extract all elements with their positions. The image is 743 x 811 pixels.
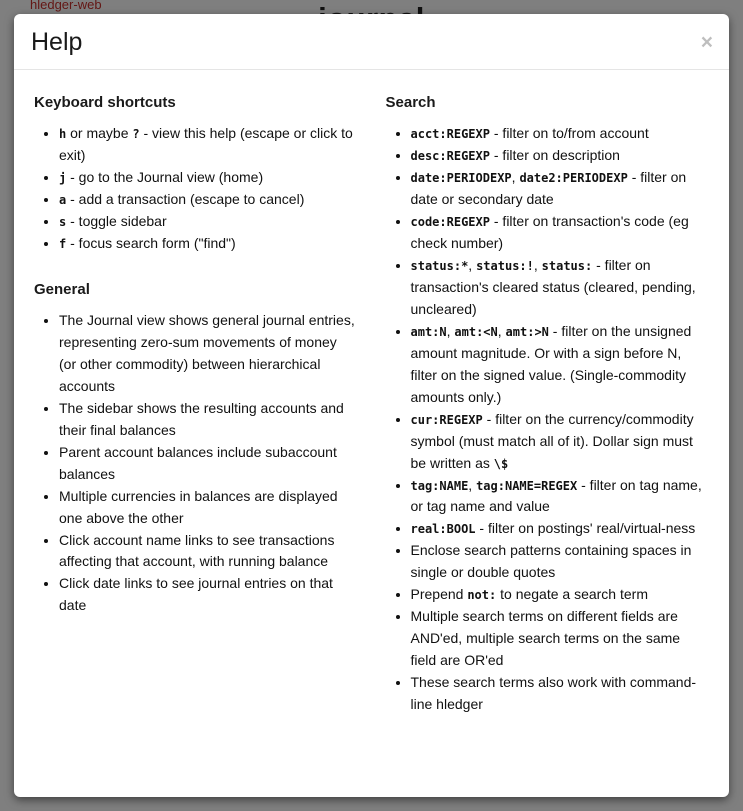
list-item <box>411 167 710 211</box>
text-segment: , <box>533 256 542 273</box>
list-item <box>59 189 358 211</box>
text-segment: - go to the Journal view (home) <box>66 168 264 185</box>
list-item <box>411 123 710 145</box>
list-item <box>411 672 710 716</box>
list-item <box>411 518 710 540</box>
text-segment: - filter on the currency/commodity symbol (must match all of it). Dollar sign must be written as <box>410 410 694 471</box>
list-item <box>411 584 710 606</box>
text-segment: , <box>468 256 477 273</box>
close-icon[interactable]: × <box>700 31 713 54</box>
list-item <box>411 211 710 255</box>
list-item <box>411 606 710 672</box>
text-segment: - add a transaction (escape to cancel) <box>66 190 305 207</box>
inline-code: a <box>59 192 67 207</box>
text-segment: - filter on transaction's code (eg check number) <box>410 212 689 251</box>
modal-title: Help <box>31 28 83 56</box>
help-list <box>34 123 358 255</box>
inline-code: amt:>N <box>505 324 549 339</box>
help-list <box>34 310 358 618</box>
list-item <box>59 442 358 486</box>
list-item <box>411 321 710 409</box>
list-item <box>411 255 710 321</box>
text-segment: Multiple search terms on different fields are AND'ed, multiple search terms on the same field are OR'ed <box>410 608 681 669</box>
inline-code: h <box>59 127 67 141</box>
inline-code: desc:REGEXP <box>410 148 490 163</box>
list-item <box>411 475 710 519</box>
left-column <box>34 86 358 777</box>
inline-code: ? <box>132 127 140 141</box>
text-segment: , <box>446 322 455 339</box>
list-item <box>59 211 358 233</box>
text-segment: Click account name links to see transactions affecting that account, with running balance <box>59 531 335 570</box>
text-segment: - filter on transaction's cleared status (cleared, pending, uncleared) <box>410 256 696 317</box>
text-segment: - filter on tag name, or tag name and value <box>410 476 702 515</box>
text-segment: Multiple currencies in balances are displayed one above the other <box>59 487 338 526</box>
list-item <box>411 540 710 584</box>
list-item <box>411 409 710 475</box>
inline-code: acct:REGEXP <box>410 127 490 141</box>
modal-header <box>14 14 729 70</box>
list-item <box>59 233 358 255</box>
list-item <box>59 573 358 617</box>
text-segment: - filter on to/from account <box>489 125 649 141</box>
inline-code: s <box>59 214 67 229</box>
section-heading-keyboard-shortcuts: Keyboard shortcuts <box>34 94 176 111</box>
text-segment: , <box>497 322 506 339</box>
text-segment: or maybe <box>66 125 133 141</box>
inline-code: cur:REGEXP <box>410 412 483 427</box>
text-segment: - filter on postings' real/virtual-ness <box>475 520 696 537</box>
inline-code: \$ <box>493 456 509 471</box>
text-segment: - filter on date or secondary date <box>410 168 687 207</box>
text-segment: The Journal view shows general journal entries, representing zero-sum movements of money (or other commodity) between hierarchical accounts <box>59 311 355 394</box>
text-segment: Enclose search patterns containing spaces in single or double quotes <box>410 542 692 581</box>
text-segment: Parent account balances include subaccount balances <box>59 443 337 482</box>
inline-code: tag:NAME=REGEX <box>476 478 578 493</box>
inline-code: date2:PERIODEXP <box>519 170 628 185</box>
inline-code: amt:<N <box>454 324 498 339</box>
text-segment: to negate a search term <box>496 586 648 603</box>
inline-code: j <box>59 170 67 185</box>
inline-code: real:BOOL <box>410 522 476 537</box>
section-heading-search: Search <box>385 94 436 111</box>
text-segment: These search terms also work with command-line hledger <box>410 674 697 713</box>
list-item <box>59 398 358 442</box>
right-column <box>386 86 710 777</box>
list-item <box>59 167 358 189</box>
inline-code: status:! <box>476 258 534 273</box>
help-list <box>386 123 710 716</box>
help-modal <box>14 14 729 797</box>
text-segment: - view this help (escape or click to exit) <box>59 125 353 163</box>
text-segment: - filter on the unsigned amount magnitude. Or with a sign before N, filter on the signed value. (Single-commodity amounts only.) <box>410 322 692 405</box>
inline-code: code:REGEXP <box>410 214 490 229</box>
text-segment: Click date links to see journal entries on that date <box>59 575 333 614</box>
inline-code: status:* <box>410 258 469 273</box>
section-heading-general: General <box>34 280 90 298</box>
text-segment: - focus search form ("find") <box>66 234 236 251</box>
list-item <box>59 123 358 167</box>
inline-code: f <box>59 236 67 251</box>
list-item <box>59 310 358 398</box>
text-segment: - toggle sidebar <box>66 212 167 229</box>
inline-code: amt:N <box>410 324 447 339</box>
list-item <box>59 486 358 530</box>
text-segment: Prepend <box>410 586 468 603</box>
inline-code: tag:NAME <box>410 478 469 493</box>
inline-code: status: <box>541 258 593 273</box>
list-item <box>59 530 358 574</box>
text-segment: , <box>468 476 477 493</box>
text-segment: , <box>511 168 520 185</box>
inline-code: not: <box>467 588 497 603</box>
modal-body <box>14 70 729 797</box>
inline-code: date:PERIODEXP <box>410 170 512 185</box>
text-segment: - filter on description <box>489 146 620 163</box>
text-segment: The sidebar shows the resulting accounts and their final balances <box>59 399 344 438</box>
list-item <box>411 145 710 167</box>
